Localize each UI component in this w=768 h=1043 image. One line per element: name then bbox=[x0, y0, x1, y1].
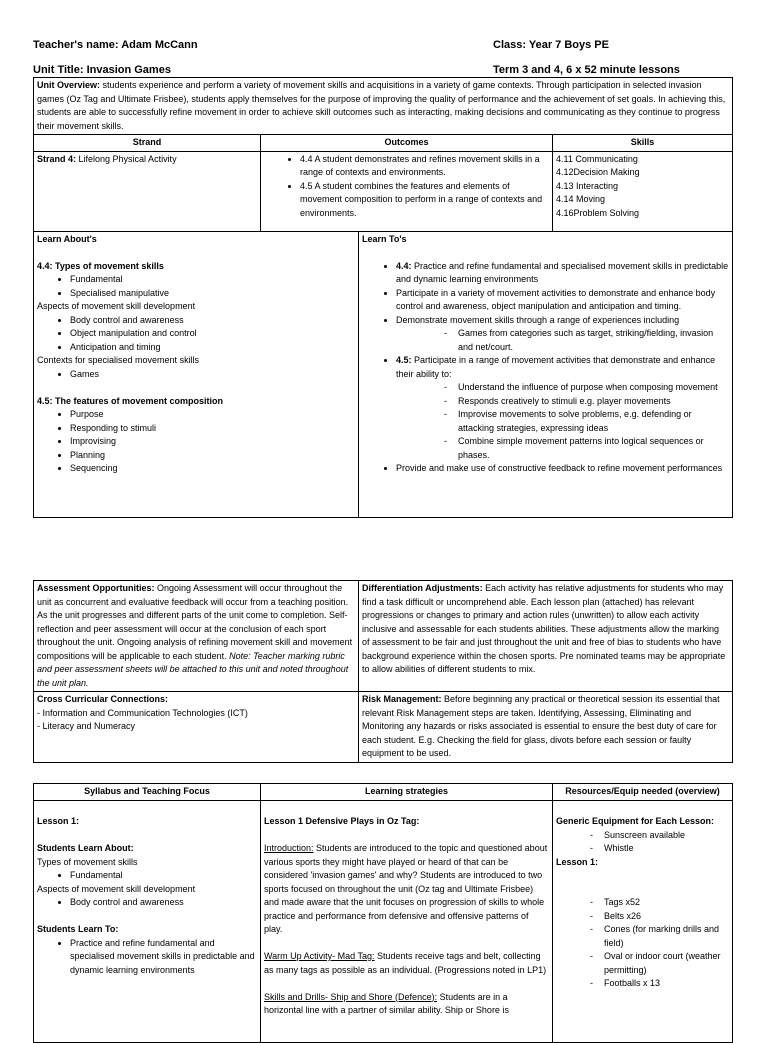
outcomes-header: Outcomes bbox=[261, 135, 553, 152]
resources-header: Resources/Equip needed (overview) bbox=[553, 784, 733, 801]
intro-label: Introduction: bbox=[264, 843, 314, 853]
list-item: • Participate in a variety of movement activities to demonstrate and enhance body control and awareness, object manipulation and anticipation and timing. bbox=[396, 287, 729, 314]
types-title: Types of movement skills bbox=[37, 856, 138, 867]
unit-overview bbox=[34, 78, 733, 135]
equipment-item: - Belts x26 bbox=[586, 910, 729, 924]
class-name: Class: Year 7 Boys PE bbox=[493, 39, 609, 51]
outcomes-cell bbox=[261, 151, 553, 231]
skills-label: Skills and Drills- Ship and Shore (Defence): bbox=[264, 991, 438, 1002]
cross-curricular-item: - Information and Communication Technologies (ICT) bbox=[37, 707, 248, 718]
sub-item: - Games from categories such as target, striking/fielding, invasion and net/court. bbox=[440, 327, 729, 354]
warmup-body: Students receive tags and belt, collecting as many tags as possible as an individual. (Progressions noted in LP1) bbox=[264, 951, 547, 975]
strategies-header: Learning strategies bbox=[261, 784, 553, 801]
overview-label: Unit Overview: bbox=[37, 80, 101, 90]
risk-cell bbox=[359, 692, 733, 763]
aspects-title: Aspects of movement skill development bbox=[37, 301, 196, 311]
list-item: • Body control and awareness bbox=[70, 896, 257, 910]
equipment-item: - Oval or indoor court (weather permitting) bbox=[586, 950, 729, 977]
lesson-label: Lesson 1: bbox=[556, 856, 599, 867]
skill-item: 4.13 Interacting bbox=[556, 180, 619, 191]
warmup-label: Warm Up Activity- Mad Tag: bbox=[264, 951, 375, 961]
lesson-label: Lesson 1: bbox=[37, 816, 80, 826]
outcome-item: • 4.4 A student demonstrates and refines movement skills in a range of contexts and environments. bbox=[300, 153, 549, 180]
list-item bbox=[396, 354, 729, 462]
strand-cell bbox=[34, 151, 261, 231]
lesson-table bbox=[33, 783, 733, 1043]
assessment-cell bbox=[34, 581, 359, 692]
equipment-item: - Whistle bbox=[586, 842, 729, 856]
skill-item: 4.16Problem Solving bbox=[556, 207, 640, 218]
list-item: • Fundamental bbox=[70, 273, 355, 287]
intro-body: Students are introduced to the topic and questioned about various sports they might have played or heard of that can be considered 'invasion games' and why? Students are introduced to two sports focused on throughout the unit (Oz tag and Ultimate Frisbee) and made aware that the unit focuses on progression of skills to whole practice and performance from defensive and offensive patterns of play. bbox=[264, 843, 548, 934]
cross-curricular-cell bbox=[34, 692, 359, 763]
equipment-item: - Footballs x 13 bbox=[586, 977, 729, 991]
skills-body: Students are in a horizontal line with a partner of similar ability. Ship or Shore is bbox=[264, 991, 509, 1015]
equipment-item: - Cones (for marking drills and field) bbox=[586, 923, 729, 950]
skill-item: 4.14 Moving bbox=[556, 194, 606, 204]
skills-header: Skills bbox=[553, 135, 733, 152]
differentiation-text: Each activity has relative adjustments for students who may find a task difficult or uncomprehend able. Each lesson plan (attached) has relevant progressions or changes to primary and action rules (unwritten) to allow each activity inclusive and assessable for each students abilities. These adjustments allow the marking of assessment to be fair and just throughout the unit and free of bias to students who have background experience within the chosen sports. Pre nominated teams may be appropriate to allow abilities of different students to mix. bbox=[362, 583, 726, 674]
strand-header: Strand bbox=[34, 135, 261, 152]
learn-about-cell bbox=[34, 231, 359, 517]
item-label: 4.5: bbox=[396, 355, 412, 365]
risk-label: Risk Management: bbox=[362, 694, 442, 704]
learn-about-heading-2: 4.5: The features of movement composition bbox=[37, 395, 224, 406]
list-item bbox=[396, 260, 729, 287]
assessment-text: Ongoing Assessment will occur throughout the unit as concurrent and evaluative feedback will occur from a teaching position. As the unit progresses and different parts of the unit come to completion. Self-reflection and peer assessment will occur at the conclusion of each sport throughout the unit. Ongoing analysis of refining movement skill and movement compositions will be applicable to each student. bbox=[37, 583, 353, 661]
term-info: Term 3 and 4, 6 x 52 minute lessons bbox=[493, 64, 680, 76]
skill-item: 4.12Decision Making bbox=[556, 167, 640, 177]
overview-text: students experience and perform a variety of movement skills and acquisitions in a variety of game contexts. Through participation in selected invasion games (Oz Tag and Ultimate Frisbee), students apply themselves for the purpose of improving the quality of performance and the achievement of set goals. In achieving this, students are able to successfully refine movement in order to achieve skill outcomes such as interacting, making decisions and communicating as they continue to progress their movement skills. bbox=[37, 80, 726, 131]
differentiation-label: Differentiation Adjustments: bbox=[362, 583, 483, 593]
generic-equipment-title: Generic Equipment for Each Lesson: bbox=[556, 816, 715, 826]
risk-text: Before beginning any practical or theoretical session its essential that relevant Risk Management steps are taken. Identifying, Assessing, Eliminating and Monitoring any hazards or risks associated is essential to ensure the best duty of care for each student. E.g. Checking the field for glass, divots before each session or faulty equipment to be used. bbox=[362, 694, 720, 758]
strategies-cell bbox=[261, 800, 553, 1043]
strand-label: Strand 4: bbox=[37, 153, 77, 164]
learn-to-title: Students Learn To: bbox=[37, 924, 119, 934]
sub-item: - Combine simple movement patterns into logical sequences or phases. bbox=[440, 435, 729, 462]
cross-curricular-item: - Literacy and Numeracy bbox=[37, 721, 136, 731]
syllabus-header: Syllabus and Teaching Focus bbox=[34, 784, 261, 801]
assessment-note: Note: Teacher marking rubric and peer assessment sheets will be attached to this unit and noted throughout the unit plan. bbox=[37, 650, 349, 688]
sub-item: - Understand the influence of purpose when composing movement bbox=[440, 381, 729, 395]
sub-item: - Responds creatively to stimuli e.g. player movements bbox=[440, 395, 729, 409]
equipment-item: - Tags x52 bbox=[586, 896, 729, 910]
skill-item: 4.11 Communicating bbox=[556, 153, 638, 164]
learn-about-heading-1: 4.4: Types of movement skills bbox=[37, 260, 164, 271]
outcome-item: • 4.5 A student combines the features and elements of movement composition to perform in a range of contexts and environments. bbox=[300, 180, 549, 221]
unit-table bbox=[33, 77, 733, 518]
list-item bbox=[396, 314, 729, 355]
differentiation-cell bbox=[359, 581, 733, 692]
assessment-table bbox=[33, 580, 733, 763]
learn-about-title: Students Learn About: bbox=[37, 843, 134, 853]
resources-cell bbox=[553, 800, 733, 1043]
list-item: • Specialised manipulative bbox=[70, 287, 355, 301]
skills-cell bbox=[553, 151, 733, 231]
learn-to-title: Learn To's bbox=[362, 233, 407, 244]
sub-item: - Improvise movements to solve problems, e.g. defending or attacking strategies, expressing ideas bbox=[440, 408, 729, 435]
warmup-text bbox=[264, 950, 549, 977]
list-item: • Body control and awareness bbox=[70, 314, 355, 328]
list-item: • Purpose bbox=[70, 408, 355, 422]
list-item: • Responding to stimuli bbox=[70, 422, 355, 436]
syllabus-cell bbox=[34, 800, 261, 1043]
unit-title: Unit Title: Invasion Games bbox=[33, 64, 171, 76]
assessment-label: Assessment Opportunities: bbox=[37, 583, 155, 593]
item-text: Participate in a range of movement activities that demonstrate and enhance their ability to: bbox=[396, 355, 716, 379]
cross-curricular-label: Cross Curricular Connections: bbox=[37, 694, 169, 704]
learn-to-cell bbox=[359, 231, 733, 517]
learn-about-title: Learn About's bbox=[37, 233, 97, 244]
list-item: • Anticipation and timing bbox=[70, 341, 355, 355]
list-item: • Improvising bbox=[70, 435, 355, 449]
list-item: • Planning bbox=[70, 449, 355, 463]
equipment-item: - Sunscreen available bbox=[586, 829, 729, 843]
introduction-text bbox=[264, 842, 549, 937]
contexts-title: Contexts for specialised movement skills bbox=[37, 355, 200, 365]
list-item: • Practice and refine fundamental and specialised movement skills in predictable and dynamic learning environments bbox=[70, 937, 257, 978]
item-text: Demonstrate movement skills through a range of experiences including bbox=[396, 314, 680, 325]
item-label: 4.4: bbox=[396, 260, 412, 271]
aspects-title: Aspects of movement skill development bbox=[37, 883, 196, 894]
skills-drills-text bbox=[264, 991, 549, 1018]
list-item: • Fundamental bbox=[70, 869, 257, 883]
list-item: • Games bbox=[70, 368, 355, 382]
strand-text: Lifelong Physical Activity bbox=[76, 153, 177, 164]
item-text: Practice and refine fundamental and specialised movement skills in predictable and dynamic learning environments bbox=[396, 260, 729, 284]
list-item: • Sequencing bbox=[70, 462, 355, 476]
list-item: • Provide and make use of constructive feedback to refine movement performances bbox=[396, 462, 729, 476]
list-item: • Object manipulation and control bbox=[70, 327, 355, 341]
teacher-name: Teacher's name: Adam McCann bbox=[33, 39, 198, 51]
lesson-title: Lesson 1 Defensive Plays in Oz Tag: bbox=[264, 816, 420, 826]
